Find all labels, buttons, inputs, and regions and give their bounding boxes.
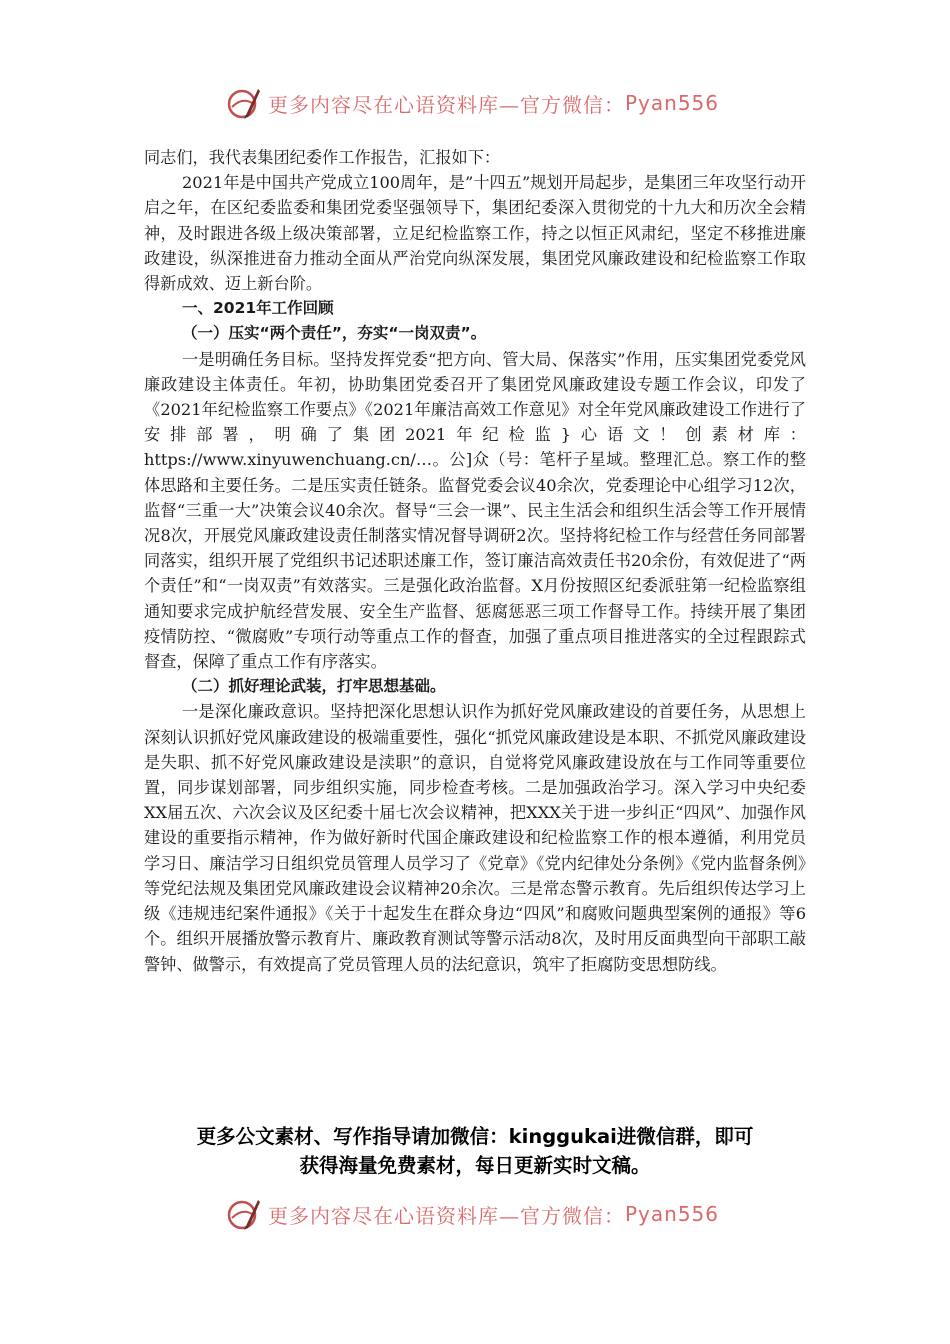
subsection-heading-1: （一）压实“两个责任”，夯实“一岗双责”。 (182, 324, 487, 343)
footer-watermark-banner (0, 1194, 950, 1234)
subsection-body-1: 一是明确任务目标。坚持发挥党委“把方向、管大局、保落实”作用，压实集团党委党风廉政建设主体责任。年初，协助集团党委召开了集团党风廉政建设专题工作会议，印发了《2021年纪检监察工作要点》《2021年廉洁高效工作意见》对全年党风廉政建设工作进行了安排部署，明确了集团2021年纪检监}心语文！创素材库：https://www.xinyuwenchuang.cn/…。公]众（号：笔杆子星域。整理汇总。察工作的整体思路和主要任务。二是压实责任链条。监督党委会议40余次，党委理论中心组学习12次，监督“三重一大”决策会议40余次。督导“三会一课”、民主生活会和组织生活会等工作开展情况8次，开展党风廉政建设责任制落实情况督导调研2次。坚持将纪检工作与经营任务同部署同落实，组织开展了党组织书记述职述廉工作，签订廉洁高效责任书20余份，有效促进了“两个责任”和“一岗双责”有效落实。三是强化政治监督。X月份按照区纪委派驻第一纪检监察组通知要求完成护航经营发展、安全生产监督、惩腐惩恶三项工作督导工作。持续开展了集团疫情防控、“微腐败”专项行动等重点工作的督查，加强了重点项目推进落实的全过程跟踪式督查，保障了重点工作有序落实。 (144, 349, 806, 672)
pen-logo-icon (226, 85, 262, 121)
section-heading: 一、2021年工作回顾 (182, 299, 334, 318)
banner-wechat-id: Pyan556 (625, 1202, 720, 1226)
header-watermark-banner (0, 83, 950, 123)
report-body (144, 145, 806, 977)
banner-text: 更多内容尽在心语资料库—官方微信： (268, 1203, 625, 1228)
banner-text: 更多内容尽在心语资料库—官方微信： (268, 92, 625, 117)
pen-logo-icon (226, 1196, 262, 1232)
greeting: 同志们，我代表集团纪委作工作报告，汇报如下： (144, 148, 501, 167)
banner-wechat-id: Pyan556 (625, 91, 720, 115)
footer-advert-line-1: 更多公文素材、写作指导请加微信：kinggukai进微信群，即可 (196, 1125, 754, 1148)
subsection-body-2: 一是深化廉政意识。坚持把深化思想认识作为抓好党风廉政建设的首要任务，从思想上深刻认识抓好党风廉政建设的极端重要性，强化“抓党风廉政建设是本职、不抓党风廉政建设是失职、抓不好党风廉政建设是渎职”的意识，自觉将党风廉政建设放在与工作同等重要位置，同步谋划部署，同步组织实施，同步检查考核。二是加强政治学习。深入学习中央纪委XX届五次、六次会议及区纪委十届七次会议精神，把XXX关于进一步纠正“四风”、加强作风建设的重要指示精神，作为做好新时代国企廉政建设和纪检监察工作的根本遵循，利用党员学习日、廉洁学习日组织党员管理人员学习了《党章》《党内纪律处分条例》《党内监督条例》等党纪法规及集团党风廉政建设会议精神20余次。三是常态警示教育。先后组织传达学习上级《违规违纪案件通报》《关于十起发生在群众身边“四风”和腐败问题典型案例的通报》等6个。组织开展播放警示教育片、廉政教育测试等警示活动8次，及时用反面典型向干部职工敲警钟、做警示，有效提高了党员管理人员的法纪意识，筑牢了拒腐防变思想防线。 (144, 702, 806, 974)
footer-advert-line-2: 获得海量免费素材，每日更新实时文稿。 (299, 1154, 651, 1177)
footer-advert (140, 1122, 810, 1180)
intro-paragraph: 2021年是中国共产党成立100周年，是”十四五”规划开局起步，是集团三年攻坚行动开启之年，在区纪委监委和集团党委坚强领导下，集团纪委深入贯彻党的十九大和历次全会精神，及时跟进各级上级决策部署，立足纪检监察工作，持之以恒正风肃纪，坚定不移推进廉政建设，纵深推进奋力推动全面从严治党向纵深发展，集团党风廉政建设和纪检监察工作取得新成效、迈上新台阶。 (144, 173, 806, 294)
subsection-heading-2: （二）抓好理论武装，打牢思想基础。 (182, 677, 446, 696)
